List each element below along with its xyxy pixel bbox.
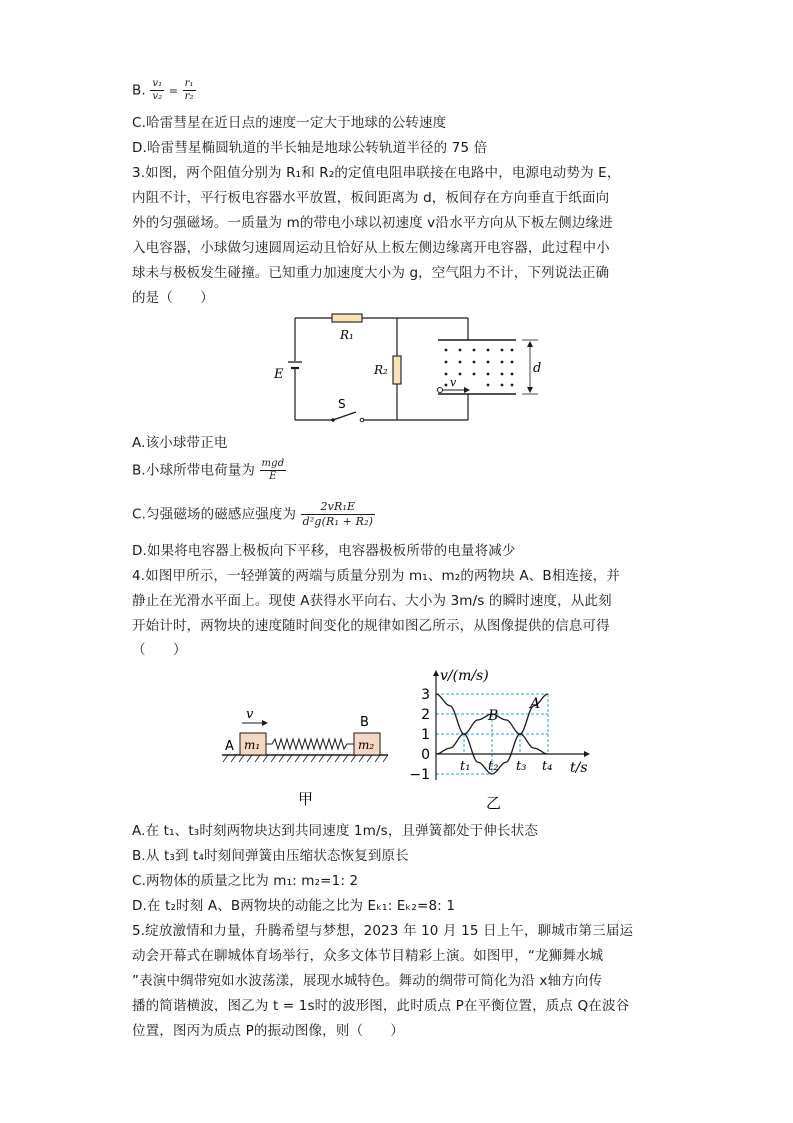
q3-option-c-text: C.匀强磁场的磁感应强度为 (132, 506, 297, 523)
y-axis-arrow-icon (433, 670, 439, 676)
q3-circuit-figure (260, 306, 550, 430)
frac-numerator: mgd (261, 458, 285, 469)
q4-option-c: C.两物体的质量之比为 m₁: m₂=1: 2 (132, 873, 359, 889)
x-tick-label: t₄ (542, 759, 553, 774)
x-tick-label: t₁ (460, 759, 471, 774)
q3-stem-line: 3.如图，两个阻值分别为 R₁和 R₂的定值电阻串联接在电路中，电源电动势为 E， (132, 165, 621, 181)
q4-figure-jia (220, 700, 392, 810)
y-tick-label: 2 (421, 707, 430, 723)
q5-stem-line: 播的简谐横波，图乙为 t = 1s时的波形图，此时质点 P在平衡位置，质点 Q在波谷 (132, 998, 630, 1014)
label-a: A (225, 739, 234, 754)
resistor-r2-icon (393, 356, 401, 384)
ground-hatch (223, 755, 388, 762)
q3-option-d: D.如果将电容器上极板向下平移，电容器极板所带的电量将减少 (132, 543, 516, 559)
label-r2: R₂ (374, 363, 388, 377)
q2-option-b-fraction-left (150, 78, 164, 103)
caption-yi: 乙 (486, 794, 502, 812)
q5-stem-line: 位置，图丙为质点 P的振动图像，则（ ） (132, 1023, 405, 1039)
x-tick-label: t₂ (488, 759, 499, 774)
charged-ball (438, 388, 443, 393)
q3-option-c-fraction (301, 500, 375, 529)
y-axis-title: v/(m/s) (440, 668, 489, 684)
q3-stem-line: 入电容器，小球做匀速圆周运动且恰好从上板左侧边缘离开电容器，此过程中小 (132, 240, 610, 256)
frac-denominator: d²g(R₁ + R₂) (302, 515, 374, 528)
q2-option-b-fraction-right (183, 78, 196, 103)
arrowhead-icon (464, 387, 470, 393)
y-tick-label: 0 (421, 747, 430, 763)
label-v: v (450, 376, 457, 389)
spring-icon (266, 739, 354, 749)
q4-stem-line: 开始计时，两物块的速度随时间变化的规律如图乙所示，从图像提供的信息可得 (132, 618, 610, 634)
q2-option-b (132, 78, 692, 108)
switch-s-icon (333, 412, 356, 420)
arrowhead-icon (527, 341, 533, 347)
q5-stem-line: 动会开幕式在聊城体育场举行，众多文体节目精彩上演。如图甲，“龙狮舞水城 (132, 948, 604, 964)
arrowhead-icon (262, 720, 268, 726)
q3-option-b (132, 458, 692, 488)
y-tick-label: −1 (409, 767, 430, 783)
label-e: E (274, 367, 284, 382)
q3-stem-line: 的是（ ） (132, 290, 214, 306)
frac-denominator: E (269, 471, 277, 482)
frac-numerator: v₁ (152, 78, 163, 89)
q4-option-a: A.在 t₁、t₃时刻两物块达到共同速度 1m/s，且弹簧都处于伸长状态 (132, 823, 539, 839)
label-b: B (360, 715, 369, 730)
q3-option-c (132, 500, 692, 534)
y-tick-label: 1 (421, 727, 430, 743)
x-axis-arrow-icon (584, 751, 590, 757)
q2-option-d: D.哈雷彗星椭圆轨道的半长轴是地球公转轨道半径的 75 倍 (132, 140, 488, 156)
label-m2: m₂ (358, 738, 375, 752)
q3-stem-line: 外的匀强磁场。一质量为 m的带电小球以初速度 v沿水平方向从下板左侧边缘进 (132, 215, 613, 231)
q3-stem-line: 内阻不计，平行板电容器水平放置，板间距离为 d，板间存在方向垂直于纸面向 (132, 190, 610, 206)
label-s: S (338, 397, 346, 411)
x-tick-label: t₃ (516, 759, 527, 774)
label-v: v (246, 707, 254, 722)
series-label-b: B (488, 708, 499, 724)
frac-denominator: v₂ (152, 91, 163, 102)
q2-option-c: C.哈雷彗星在近日点的速度一定大于地球的公转速度 (132, 115, 447, 131)
q4-stem-line: （ ） (132, 642, 187, 658)
q3-stem-line: 球未与极板发生碰撞。已知重力加速度大小为 g，空气阻力不计，下列说法正确 (132, 265, 610, 281)
q3-option-a: A.该小球带正电 (132, 435, 228, 451)
q5-stem-line: ”表演中绸带宛如水波荡漾，展现水城特色。舞动的绸带可简化为沿 x轴方向传 (132, 973, 603, 989)
q4-stem-line: 静止在光滑水平面上。现使 A获得水平向右、大小为 3m/s 的瞬时速度，从此刻 (132, 593, 612, 609)
q4-stem-line: 4.如图甲所示，一轻弹簧的两端与质量分别为 m₁、m₂的两物块 A、B相连接，并 (132, 568, 621, 584)
label-d: d (533, 361, 542, 376)
equals-sign: = (168, 84, 179, 98)
q5-stem-line: 5.绽放激情和力量，升腾希望与梦想，2023 年 10 月 15 日上午，聊城市第三届运 (132, 923, 634, 939)
q3-option-b-text: B.小球所带电荷量为 (132, 462, 256, 479)
resistor-r1-icon (332, 314, 362, 322)
series-label-a: A (530, 696, 541, 712)
q3-option-b-fraction (260, 458, 287, 483)
caption-jia: 甲 (298, 790, 314, 808)
frac-denominator: r₂ (184, 91, 194, 102)
label-r1: R₁ (340, 328, 354, 342)
frac-numerator: r₁ (184, 78, 194, 89)
q4-option-b: B.从 t₃到 t₄时刻间弹簧由压缩状态恢复到原长 (132, 848, 409, 864)
arrowhead-icon (527, 387, 533, 393)
q2-option-b-label: B. (132, 82, 146, 99)
label-m1: m₁ (244, 738, 261, 752)
frac-numerator: 2vR₁E (301, 500, 375, 515)
x-axis-title: t/s (570, 760, 588, 776)
q4-figure-yi-chart (406, 664, 596, 814)
y-tick-label: 3 (421, 687, 430, 703)
q4-option-d: D.在 t₂时刻 A、B两物块的动能之比为 Eₖ₁: Eₖ₂=8: 1 (132, 898, 456, 914)
